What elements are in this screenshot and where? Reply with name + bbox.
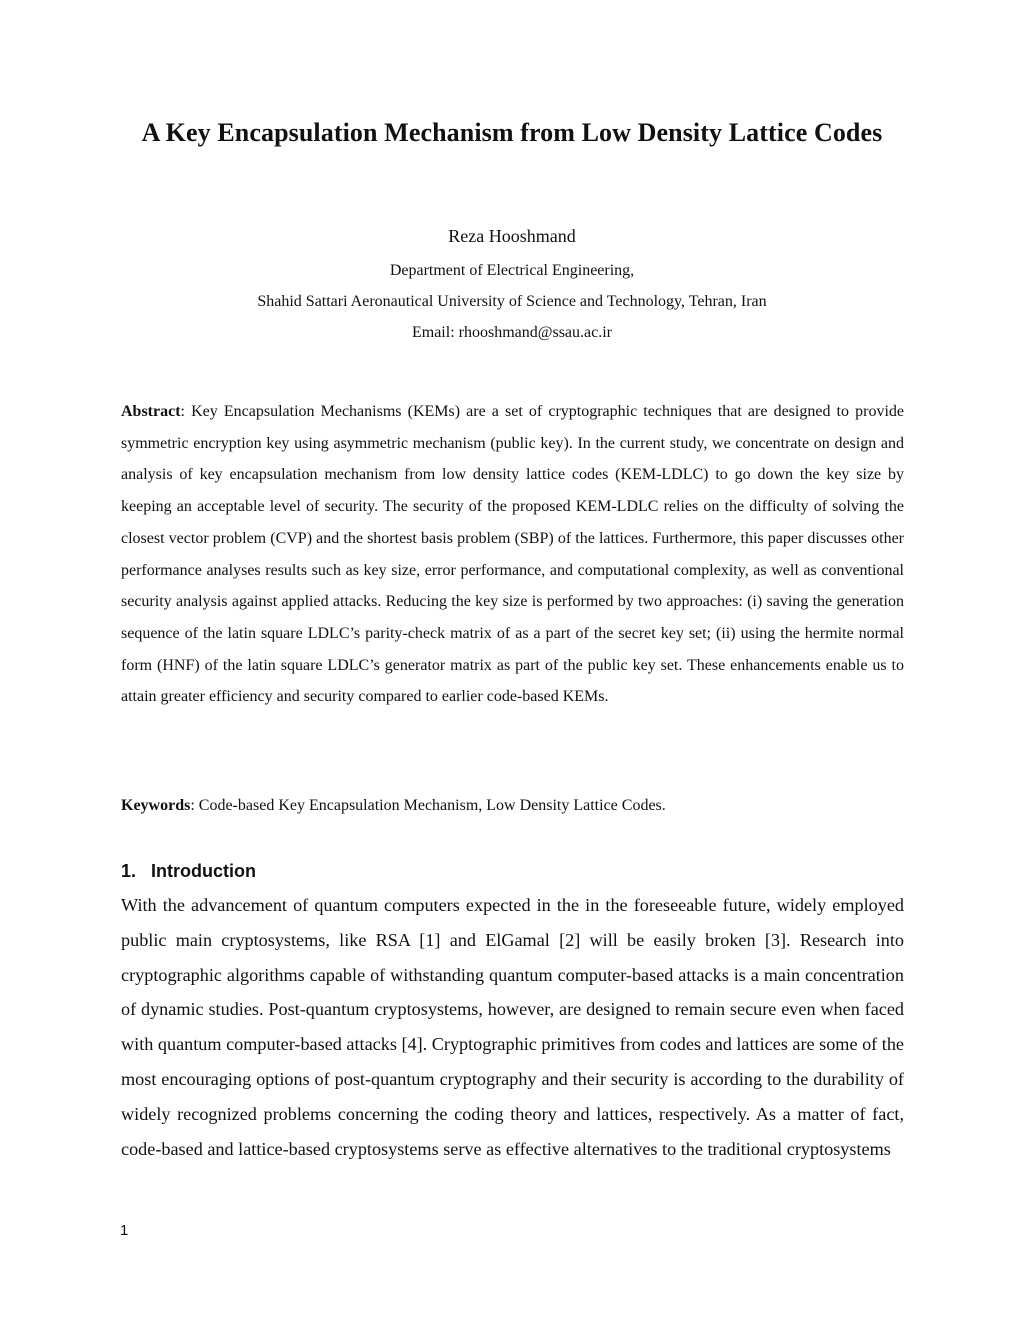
abstract-separator: : bbox=[180, 403, 185, 420]
page-number: 1 bbox=[120, 1222, 129, 1239]
section-number: 1. bbox=[121, 861, 137, 881]
introduction-paragraph: With the advancement of quantum computers expected in the in the foreseeable future, widely employed public main cryptosystems, like RSA [1] and ElGamal [2] will be easily broken [3]. Research into cryptographic algorithms capable of withstanding quantum computer-based attacks is a main concentration of dynamic studies. Post-quantum cryptosystems, however, are designed to remain secure even when faced with quantum computer-based attacks [4]. Cryptographic primitives from codes and lattices are some of the most encouraging options of post-quantum cryptography and their security is according to the durability of widely recognized problems concerning the coding theory and lattices, respectively. As a matter of fact, code-based and lattice-based cryptosystems serve as effective alternatives to the traditional cryptosystems bbox=[121, 895, 904, 1159]
author-institution: Shahid Sattari Aeronautical University of Science and Technology, Tehran, Iran bbox=[257, 293, 767, 310]
abstract-label: Abstract bbox=[121, 403, 181, 420]
paper-title: A Key Encapsulation Mechanism from Low Density Lattice Codes bbox=[141, 118, 883, 147]
author-name: Reza Hooshmand bbox=[448, 226, 576, 246]
abstract-text: Key Encapsulation Mechanisms (KEMs) are a set of cryptographic techniques that are designed to provide symmetric encryption key using asymmetric mechanism (public key). In the current study, we concentrate on design and analysis of key encapsulation mechanism from low density lattice codes (KEM-LDLC) to go down the key size by keeping an acceptable level of security. The security of the proposed KEM-LDLC relies on the difficulty of solving the closest vector problem (CVP) and the shortest basis problem (SBP) of the lattices. Furthermore, this paper discusses other performance analyses results such as key size, error performance, and computational complexity, as well as conventional security analysis against applied attacks. Reducing the key size is performed by two approaches: (i) saving the generation sequence of the latin square LDLC’s parity-check matrix of as a part of the secret key set; (ii) using the hermite normal form (HNF) of the latin square LDLC’s generator matrix as part of the public key set. These enhancements enable us to attain greater efficiency and security compared to earlier code-based KEMs. bbox=[121, 403, 904, 706]
keywords-separator: : bbox=[190, 797, 195, 814]
author-email: Email: rhooshmand@ssau.ac.ir bbox=[411, 324, 613, 341]
author-department: Department of Electrical Engineering, bbox=[389, 262, 635, 279]
author-block bbox=[0, 224, 1024, 348]
abstract-paragraph bbox=[121, 396, 904, 713]
section-heading-introduction bbox=[121, 856, 256, 886]
section-title: Introduction bbox=[151, 861, 256, 881]
keywords-label: Keywords bbox=[121, 797, 191, 814]
keywords-paragraph bbox=[121, 790, 904, 821]
keywords-text: Code-based Key Encapsulation Mechanism, Low Density Lattice Codes. bbox=[194, 797, 666, 814]
